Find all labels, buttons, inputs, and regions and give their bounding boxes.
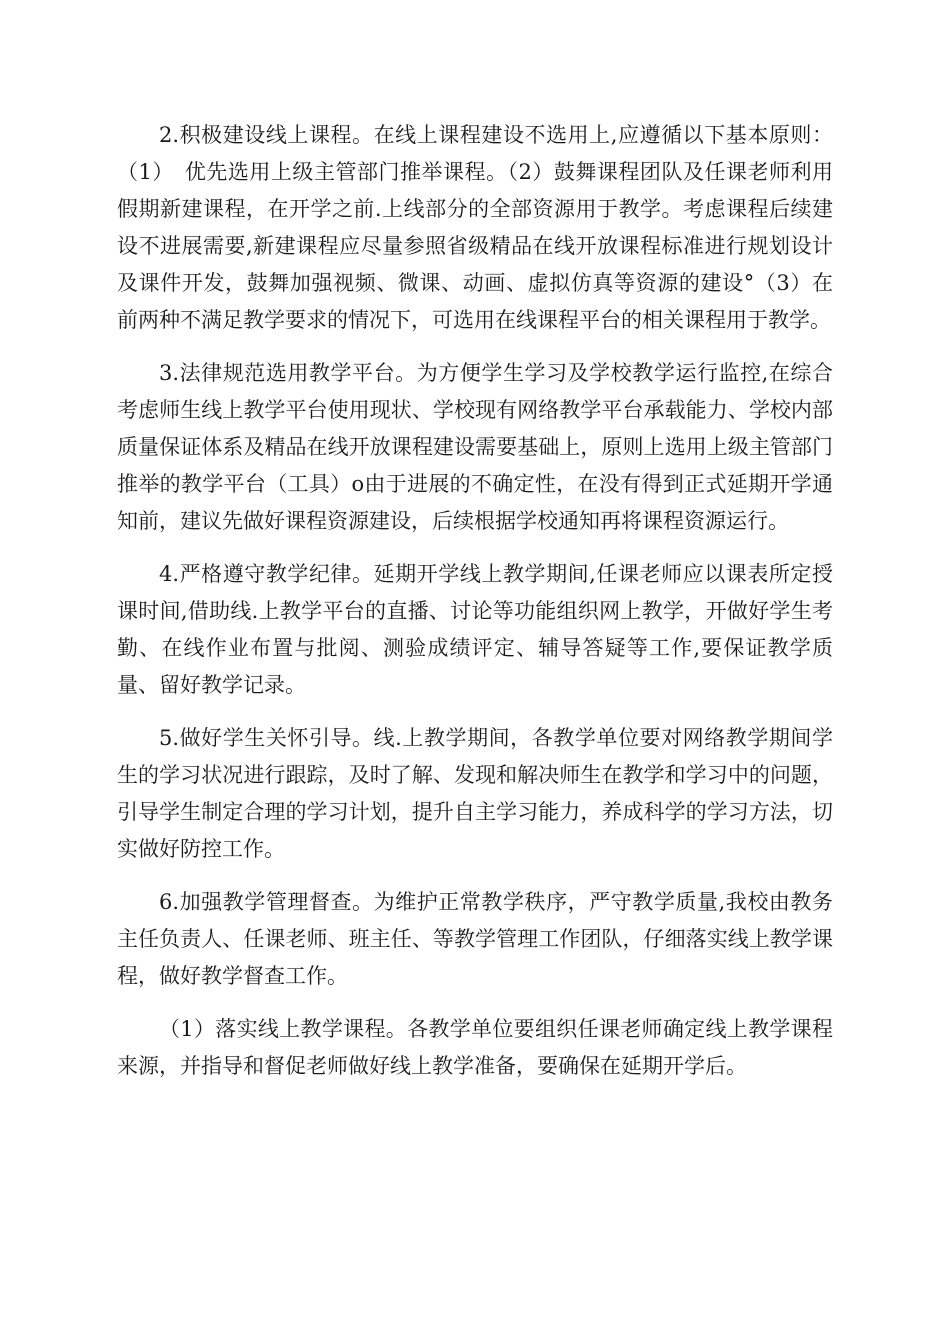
paragraph-teaching-discipline: 4.严格遵守教学纪律。延期开学线上教学期间,任课老师应以课表所定授课时间,借助线.上教学平台的直播、讨论等功能组织网上教学，开做好学生考勤、在线作业布置与批阅、测验成绩评定、辅导答疑等工作,要保证教学质量、留好教学记录。 <box>117 562 833 697</box>
paragraph-implement-online-courses: （1）落实线上教学课程。各教学单位要组织任课老师确定线上教学课程来源，并指导和督促老师做好线上教学准备，要确保在延期开学后。 <box>117 1017 833 1078</box>
paragraph-teaching-platform-selection: 3.法律规范选用教学平台。为方便学生学习及学校教学运行监控,在综合考虑师生线上教学平台使用现状、学校现有网络教学平台承载能力、学校内部质量保证体系及精品在线开放课程建设需要基础上，原则上选用上级主管部门推举的教学平台（工具）o由于进展的不确定性，在没有得到正式延期开学通知前，建议先做好课程资源建设，后续根据学校通知再将课程资源运行。 <box>117 361 833 533</box>
document-body <box>117 117 833 1101</box>
paragraph-student-care: 5.做好学生关怀引导。线.上教学期间，各教学单位要对网络教学期间学生的学习状况进行跟踪，及时了解、发现和解决师生在教学和学习中的问题，引导学生制定合理的学习计划，提升自主学习能力，养成科学的学习方法，切实做好防控工作。 <box>117 726 833 861</box>
paragraph-teaching-supervision: 6.加强教学管理督查。为维护正常教学秩序，严守教学质量,我校由教务主任负责人、任课老师、班主任、等教学管理工作团队，仔细落实线上教学课程，做好教学督查工作。 <box>117 890 833 988</box>
paragraph-online-course-construction: 2.积极建设线上课程。在线上课程建设不选用上,应遵循以下基本原则：（1） 优先选用上级主管部门推举课程。（2）鼓舞课程团队及任课老师利用假期新建课程，在开学之前.上线部分的全部资源用于教学。考虑课程后续建设不进展需要,新建课程应尽量参照省级精品在线开放课程标准进行规划设计及课件开发，鼓舞加强视频、微课、动画、虚拟仿真等资源的建设°（3）在前两种不满足教学要求的情况下，可选用在线课程平台的相关课程用于教学。 <box>117 123 833 332</box>
